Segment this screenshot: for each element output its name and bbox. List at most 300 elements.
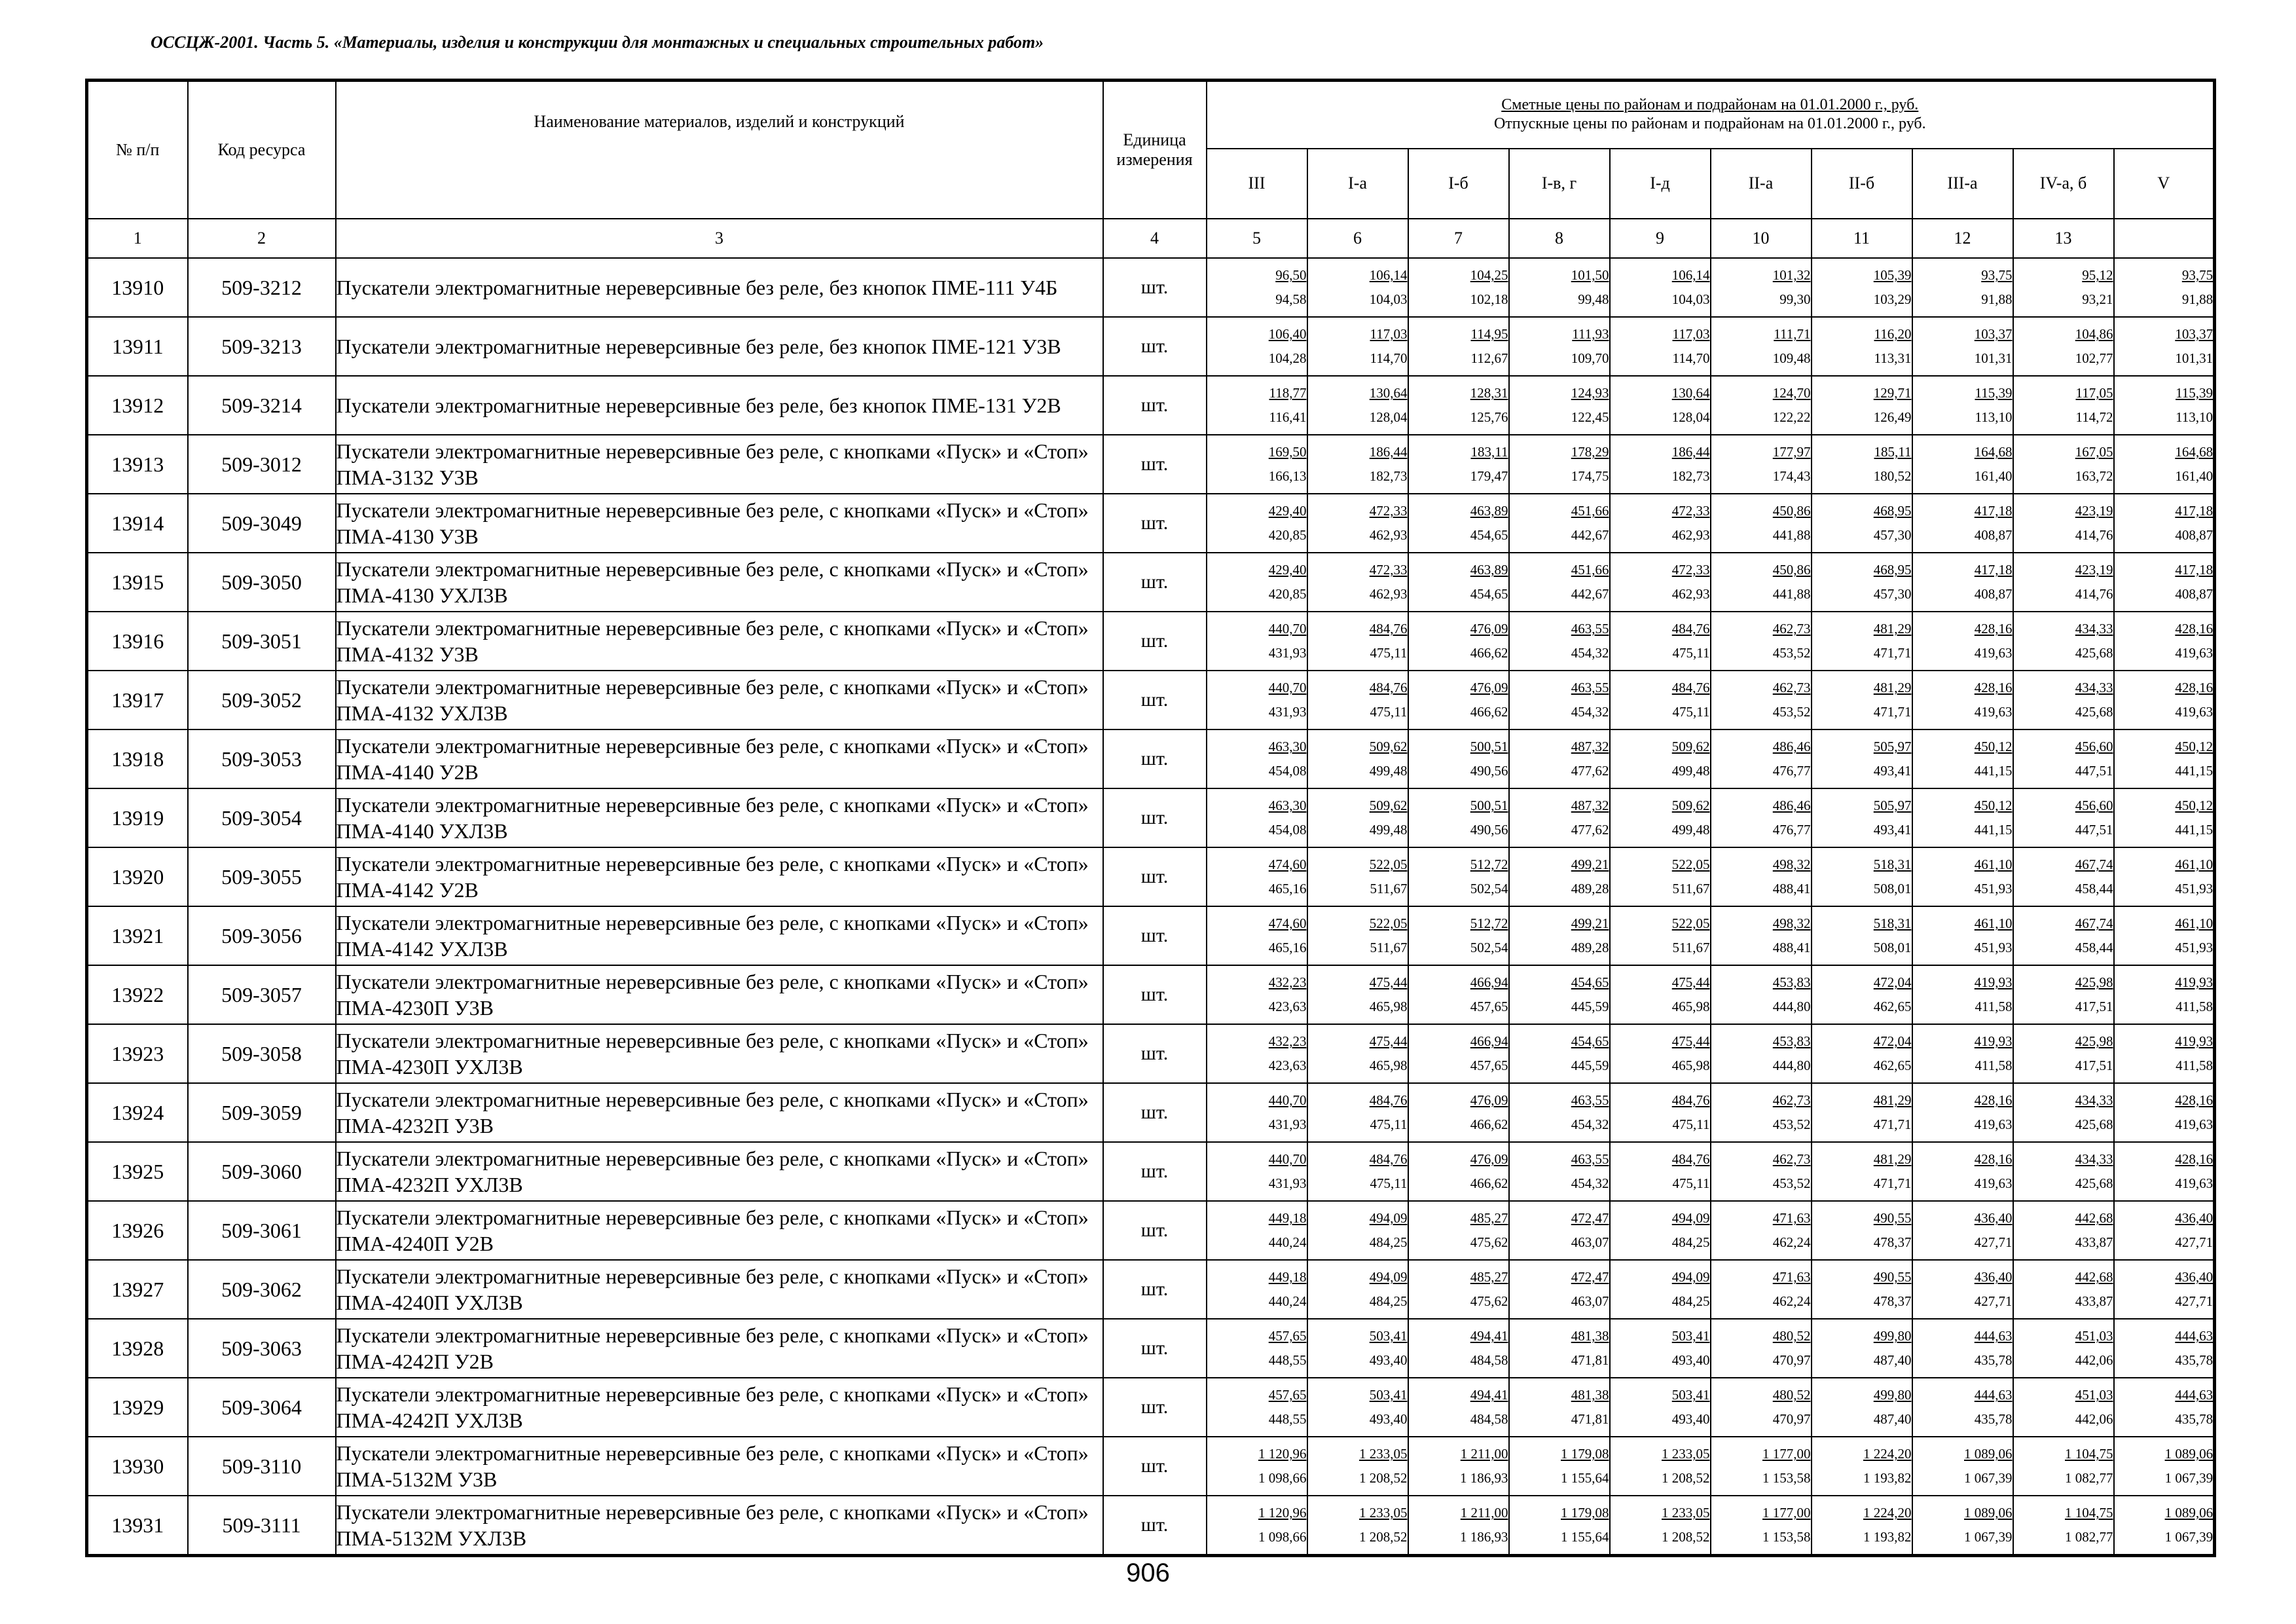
estimated-price: 436,40 xyxy=(1974,1269,2013,1285)
release-price: 423,63 xyxy=(1268,999,1307,1014)
estimated-price: 494,09 xyxy=(1671,1210,1710,1226)
release-price: 471,71 xyxy=(1873,1175,1912,1191)
price-cell xyxy=(1509,1260,1610,1319)
item-name: Пускатели электромагнитные нереверсивные без реле, без кнопок ПМЕ-131 У2В xyxy=(336,376,1103,435)
release-price: 462,93 xyxy=(1369,527,1408,543)
price-cell xyxy=(1509,317,1610,376)
column-number: 2 xyxy=(188,219,336,258)
estimated-price: 486,46 xyxy=(1772,739,1811,754)
release-price: 484,58 xyxy=(1470,1352,1508,1368)
estimated-price: 451,66 xyxy=(1571,562,1609,578)
estimated-price: 114,95 xyxy=(1470,326,1508,342)
price-cell xyxy=(1912,1319,2013,1378)
release-price: 112,67 xyxy=(1470,350,1508,366)
price-cell xyxy=(1509,729,1610,788)
price-cell xyxy=(1912,729,2013,788)
resource-code: 509-3056 xyxy=(188,906,336,965)
estimated-price: 463,55 xyxy=(1571,680,1609,695)
estimated-price: 1 179,08 xyxy=(1561,1446,1609,1462)
row-number: 13926 xyxy=(87,1201,188,1260)
estimated-price: 500,51 xyxy=(1470,739,1508,754)
release-price: 180,52 xyxy=(1873,468,1912,484)
estimated-price: 417,18 xyxy=(1974,562,2013,578)
release-price: 487,40 xyxy=(1873,1411,1912,1427)
release-price: 508,01 xyxy=(1873,881,1912,896)
release-price: 1 098,66 xyxy=(1258,1529,1307,1545)
price-cell xyxy=(1509,1378,1610,1437)
price-cell xyxy=(2013,494,2114,553)
estimated-price: 449,18 xyxy=(1268,1210,1307,1226)
price-cell xyxy=(1408,788,1509,847)
table-row xyxy=(87,1260,2215,1319)
estimated-price: 130,64 xyxy=(1369,385,1408,401)
estimated-price: 440,70 xyxy=(1268,621,1307,637)
resource-code: 509-3214 xyxy=(188,376,336,435)
table-row xyxy=(87,1083,2215,1142)
estimated-price: 462,73 xyxy=(1772,1151,1811,1167)
estimated-price: 472,33 xyxy=(1369,562,1408,578)
release-price: 466,62 xyxy=(1470,1116,1508,1132)
release-price: 511,67 xyxy=(1370,940,1408,955)
price-cell xyxy=(1307,435,1408,494)
estimated-price: 463,55 xyxy=(1571,621,1609,637)
price-cell xyxy=(1812,258,1912,317)
price-cell xyxy=(1812,1378,1912,1437)
estimated-price: 1 120,96 xyxy=(1258,1505,1307,1521)
price-cell xyxy=(1711,1319,1812,1378)
estimated-price: 472,33 xyxy=(1369,503,1408,519)
price-cell xyxy=(1307,1201,1408,1260)
release-price: 91,88 xyxy=(2181,291,2214,307)
price-cell xyxy=(2114,1319,2215,1378)
estimated-price: 423,19 xyxy=(2075,562,2113,578)
row-number: 13918 xyxy=(87,729,188,788)
estimated-price: 522,05 xyxy=(1369,857,1408,872)
estimated-price: 494,41 xyxy=(1470,1328,1508,1344)
price-cell xyxy=(1912,258,2013,317)
release-price: 441,15 xyxy=(2175,822,2214,838)
price-cell xyxy=(1207,376,1307,435)
price-cell xyxy=(1610,671,1711,729)
price-cell xyxy=(2013,1083,2114,1142)
estimated-price: 522,05 xyxy=(1369,915,1408,931)
release-price: 477,62 xyxy=(1571,822,1609,838)
estimated-price: 480,52 xyxy=(1772,1328,1811,1344)
price-cell xyxy=(1408,1142,1509,1201)
release-price: 475,11 xyxy=(1370,1116,1408,1132)
resource-code: 509-3053 xyxy=(188,729,336,788)
release-price: 411,58 xyxy=(2176,1058,2214,1073)
unit: шт. xyxy=(1103,788,1207,847)
estimated-price: 467,74 xyxy=(2075,915,2113,931)
estimated-price: 480,52 xyxy=(1772,1387,1811,1403)
release-price: 109,48 xyxy=(1772,350,1811,366)
estimated-price: 434,33 xyxy=(2075,1092,2113,1108)
release-price: 425,68 xyxy=(2075,1116,2113,1132)
release-price: 91,88 xyxy=(1981,291,2013,307)
estimated-price: 476,09 xyxy=(1470,1151,1508,1167)
price-cell xyxy=(1610,258,1711,317)
price-cell xyxy=(1912,317,2013,376)
price-cell xyxy=(1610,1083,1711,1142)
release-price: 420,85 xyxy=(1268,527,1307,543)
release-price: 1 193,82 xyxy=(1863,1470,1912,1486)
release-price: 444,80 xyxy=(1772,1058,1811,1073)
price-cell xyxy=(1711,494,1812,553)
estimated-price: 164,68 xyxy=(2175,444,2214,460)
table-row xyxy=(87,258,2215,317)
estimated-price: 118,77 xyxy=(1269,385,1307,401)
release-price: 465,98 xyxy=(1369,999,1408,1014)
release-price: 484,25 xyxy=(1369,1293,1408,1309)
price-cell xyxy=(1509,1201,1610,1260)
release-price: 475,11 xyxy=(1370,1175,1408,1191)
release-price: 511,67 xyxy=(1370,881,1408,896)
release-price: 466,62 xyxy=(1470,704,1508,720)
estimated-price: 425,98 xyxy=(2075,1033,2113,1049)
estimated-price: 124,93 xyxy=(1571,385,1609,401)
item-name: Пускатели электромагнитные нереверсивные без реле, с кнопками «Пуск» и «Стоп» ПМА-4140 УХЛ3В xyxy=(336,788,1103,847)
release-price: 453,52 xyxy=(1772,1175,1811,1191)
row-number: 13915 xyxy=(87,553,188,612)
release-price: 454,32 xyxy=(1571,645,1609,661)
release-price: 411,58 xyxy=(2176,999,2214,1014)
unit: шт. xyxy=(1103,494,1207,553)
release-price: 493,40 xyxy=(1369,1411,1408,1427)
release-price: 1 193,82 xyxy=(1863,1529,1912,1545)
estimated-price: 484,76 xyxy=(1369,680,1408,695)
price-cell xyxy=(1307,847,1408,906)
release-price: 113,31 xyxy=(1874,350,1912,366)
release-price: 445,59 xyxy=(1571,999,1609,1014)
estimated-price: 425,98 xyxy=(2075,974,2113,990)
price-cell xyxy=(2114,906,2215,965)
estimated-price: 472,33 xyxy=(1671,562,1710,578)
release-price: 1 186,93 xyxy=(1460,1470,1508,1486)
estimated-price: 1 177,00 xyxy=(1762,1446,1811,1462)
release-price: 431,93 xyxy=(1268,704,1307,720)
col-header-name: Наименование материалов, изделий и конструкций xyxy=(336,81,1103,219)
resource-code: 509-3110 xyxy=(188,1437,336,1496)
release-price: 499,48 xyxy=(1369,763,1408,779)
estimated-price: 450,86 xyxy=(1772,503,1811,519)
release-price: 490,56 xyxy=(1470,822,1508,838)
price-cell xyxy=(2114,788,2215,847)
release-price: 1 208,52 xyxy=(1359,1470,1408,1486)
price-cell xyxy=(1207,1319,1307,1378)
region-header: I-а xyxy=(1307,149,1408,219)
estimated-price: 1 089,06 xyxy=(2164,1505,2214,1521)
estimated-price: 450,12 xyxy=(2175,798,2214,813)
estimated-price: 481,29 xyxy=(1873,680,1912,695)
row-number: 13924 xyxy=(87,1083,188,1142)
release-price: 427,71 xyxy=(2175,1234,2214,1250)
release-price: 454,65 xyxy=(1470,586,1508,602)
price-cell xyxy=(1912,1201,2013,1260)
release-price: 1 153,58 xyxy=(1762,1529,1811,1545)
price-cell xyxy=(1812,553,1912,612)
column-number: 9 xyxy=(1610,219,1711,258)
table-row xyxy=(87,1024,2215,1083)
release-price: 1 155,64 xyxy=(1561,1470,1609,1486)
estimated-price: 124,70 xyxy=(1772,385,1811,401)
price-cell xyxy=(2114,494,2215,553)
price-cell xyxy=(1711,1496,1812,1556)
price-cell xyxy=(1711,788,1812,847)
estimated-price: 442,68 xyxy=(2075,1210,2113,1226)
page-number: 906 xyxy=(1126,1559,1170,1587)
release-price: 1 153,58 xyxy=(1762,1470,1811,1486)
estimated-price: 500,51 xyxy=(1470,798,1508,813)
release-price: 419,63 xyxy=(2175,1175,2214,1191)
estimated-price: 451,66 xyxy=(1571,503,1609,519)
estimated-price: 428,16 xyxy=(2175,621,2214,637)
estimated-price: 429,40 xyxy=(1268,562,1307,578)
estimated-price: 128,31 xyxy=(1470,385,1508,401)
release-price: 433,87 xyxy=(2075,1234,2113,1250)
estimated-price: 472,04 xyxy=(1873,974,1912,990)
release-price: 114,72 xyxy=(2075,409,2113,425)
estimated-price: 518,31 xyxy=(1873,915,1912,931)
item-name: Пускатели электромагнитные нереверсивные без реле, с кнопками «Пуск» и «Стоп» ПМА-5132М У3В xyxy=(336,1437,1103,1496)
price-cell xyxy=(1307,671,1408,729)
estimated-price: 1 233,05 xyxy=(1662,1505,1710,1521)
estimated-price: 475,44 xyxy=(1369,974,1408,990)
estimated-price: 186,44 xyxy=(1671,444,1710,460)
estimated-price: 456,60 xyxy=(2075,739,2113,754)
release-price: 445,59 xyxy=(1571,1058,1609,1073)
release-price: 427,71 xyxy=(2175,1293,2214,1309)
estimated-price: 457,65 xyxy=(1268,1387,1307,1403)
column-number: 7 xyxy=(1408,219,1509,258)
release-price: 471,71 xyxy=(1873,645,1912,661)
estimated-price: 468,95 xyxy=(1873,503,1912,519)
estimated-price: 490,55 xyxy=(1873,1210,1912,1226)
estimated-price: 494,41 xyxy=(1470,1387,1508,1403)
price-cell xyxy=(1307,729,1408,788)
estimated-price: 95,12 xyxy=(2082,267,2113,283)
resource-code: 509-3057 xyxy=(188,965,336,1024)
release-price: 462,24 xyxy=(1772,1234,1811,1250)
estimated-price: 117,03 xyxy=(1672,326,1710,342)
estimated-price: 434,33 xyxy=(2075,680,2113,695)
unit: шт. xyxy=(1103,847,1207,906)
column-number: 13 xyxy=(2013,219,2114,258)
price-cell xyxy=(2114,965,2215,1024)
row-number: 13911 xyxy=(87,317,188,376)
price-cell xyxy=(1307,553,1408,612)
estimated-price: 434,33 xyxy=(2075,621,2113,637)
estimated-price: 453,83 xyxy=(1772,1033,1811,1049)
release-price: 457,30 xyxy=(1873,586,1912,602)
release-price: 126,49 xyxy=(1873,409,1912,425)
price-cell xyxy=(2013,1024,2114,1083)
resource-code: 509-3055 xyxy=(188,847,336,906)
unit: шт. xyxy=(1103,1496,1207,1556)
estimated-price: 444,63 xyxy=(2175,1328,2214,1344)
release-price: 493,41 xyxy=(1873,763,1912,779)
price-cell xyxy=(1812,1496,1912,1556)
price-cell xyxy=(1912,1024,2013,1083)
release-price: 419,63 xyxy=(1974,645,2013,661)
item-name: Пускатели электромагнитные нереверсивные без реле, с кнопками «Пуск» и «Стоп» ПМА-4232П У3В xyxy=(336,1083,1103,1142)
estimated-price: 451,03 xyxy=(2075,1387,2113,1403)
row-number: 13922 xyxy=(87,965,188,1024)
estimated-price: 463,55 xyxy=(1571,1092,1609,1108)
row-number: 13919 xyxy=(87,788,188,847)
release-price: 499,48 xyxy=(1671,763,1710,779)
unit: шт. xyxy=(1103,906,1207,965)
estimated-price: 428,16 xyxy=(1974,680,2013,695)
release-price: 1 067,39 xyxy=(2164,1529,2214,1545)
estimated-price: 494,09 xyxy=(1369,1210,1408,1226)
unit: шт. xyxy=(1103,1024,1207,1083)
item-name: Пускатели электромагнитные нереверсивные без реле, с кнопками «Пуск» и «Стоп» ПМА-4240П УХЛ3В xyxy=(336,1260,1103,1319)
estimated-price: 129,71 xyxy=(1873,385,1912,401)
estimated-price: 462,73 xyxy=(1772,1092,1811,1108)
price-cell xyxy=(1610,1260,1711,1319)
item-name: Пускатели электромагнитные нереверсивные без реле, без кнопок ПМЕ-111 У4Б xyxy=(336,258,1103,317)
region-header: III xyxy=(1207,149,1307,219)
row-number: 13920 xyxy=(87,847,188,906)
row-number: 13928 xyxy=(87,1319,188,1378)
release-price: 465,98 xyxy=(1369,1058,1408,1073)
price-cell xyxy=(1509,258,1610,317)
resource-code: 509-3064 xyxy=(188,1378,336,1437)
price-cell xyxy=(1509,906,1610,965)
price-cell xyxy=(1509,1496,1610,1556)
region-header: I-б xyxy=(1408,149,1509,219)
price-cell xyxy=(1812,1024,1912,1083)
price-cell xyxy=(1711,1260,1812,1319)
row-number: 13914 xyxy=(87,494,188,553)
estimated-price: 474,60 xyxy=(1268,857,1307,872)
estimated-price: 472,47 xyxy=(1571,1210,1609,1226)
table-row xyxy=(87,1496,2215,1556)
release-price: 454,32 xyxy=(1571,704,1609,720)
release-price: 444,80 xyxy=(1772,999,1811,1014)
resource-code: 509-3213 xyxy=(188,317,336,376)
table-row xyxy=(87,906,2215,965)
table-row xyxy=(87,553,2215,612)
release-price: 511,67 xyxy=(1672,940,1710,955)
estimated-price: 105,39 xyxy=(1873,267,1912,283)
row-number: 13927 xyxy=(87,1260,188,1319)
price-cell xyxy=(2114,435,2215,494)
estimated-price: 1 104,75 xyxy=(2065,1446,2113,1462)
col-header-code: Код ресурса xyxy=(188,81,336,219)
release-price: 101,31 xyxy=(1974,350,2013,366)
release-price: 448,55 xyxy=(1268,1352,1307,1368)
release-price: 408,87 xyxy=(2175,527,2214,543)
item-name: Пускатели электромагнитные нереверсивные без реле, с кнопками «Пуск» и «Стоп» ПМА-5132М УХЛ3В xyxy=(336,1496,1103,1556)
price-cell xyxy=(1307,1260,1408,1319)
table-row xyxy=(87,376,2215,435)
estimated-price: 484,76 xyxy=(1671,1151,1710,1167)
price-cell xyxy=(2013,1260,2114,1319)
document-header: ОССЦЖ-2001. Часть 5. «Материалы, изделия и конструкции для монтажных и специальных строительных работ» xyxy=(151,33,1044,52)
price-cell xyxy=(2013,1319,2114,1378)
price-cell xyxy=(2013,671,2114,729)
item-name: Пускатели электромагнитные нереверсивные без реле, с кнопками «Пуск» и «Стоп» ПМА-4142 У2В xyxy=(336,847,1103,906)
col-header-prices xyxy=(1207,81,2215,149)
release-price: 471,71 xyxy=(1873,1116,1912,1132)
release-price: 431,93 xyxy=(1268,645,1307,661)
price-cell xyxy=(2114,258,2215,317)
row-number: 13916 xyxy=(87,612,188,671)
estimated-price: 503,41 xyxy=(1369,1328,1408,1344)
price-cell xyxy=(1509,1024,1610,1083)
estimated-price: 518,31 xyxy=(1873,857,1912,872)
price-cell xyxy=(1307,965,1408,1024)
price-cell xyxy=(1408,1201,1509,1260)
price-cell xyxy=(1509,788,1610,847)
unit: шт. xyxy=(1103,1260,1207,1319)
price-cell xyxy=(1812,1260,1912,1319)
price-cell xyxy=(1207,1260,1307,1319)
release-price: 499,48 xyxy=(1369,822,1408,838)
price-cell xyxy=(1711,553,1812,612)
release-price: 493,40 xyxy=(1671,1352,1710,1368)
estimated-price: 512,72 xyxy=(1470,915,1508,931)
release-price: 419,63 xyxy=(2175,645,2214,661)
estimated-price: 419,93 xyxy=(2175,1033,2214,1049)
release-price: 441,15 xyxy=(2175,763,2214,779)
estimated-price: 487,32 xyxy=(1571,798,1609,813)
price-cell xyxy=(1812,494,1912,553)
price-cell xyxy=(1207,1142,1307,1201)
price-cell xyxy=(2013,847,2114,906)
price-cell xyxy=(1711,729,1812,788)
release-price: 487,40 xyxy=(1873,1352,1912,1368)
item-name: Пускатели электромагнитные нереверсивные без реле, с кнопками «Пуск» и «Стоп» ПМА-4232П УХЛ3В xyxy=(336,1142,1103,1201)
price-cell xyxy=(1207,847,1307,906)
table-row xyxy=(87,788,2215,847)
estimated-price: 484,76 xyxy=(1671,680,1710,695)
estimated-price: 462,73 xyxy=(1772,621,1811,637)
row-number: 13925 xyxy=(87,1142,188,1201)
price-cell xyxy=(2013,1142,2114,1201)
estimated-price: 106,14 xyxy=(1369,267,1408,283)
release-price: 511,67 xyxy=(1672,881,1710,896)
estimated-price: 484,76 xyxy=(1369,1092,1408,1108)
release-price: 102,77 xyxy=(2075,350,2113,366)
price-cell xyxy=(1307,1319,1408,1378)
region-header: II-а xyxy=(1711,149,1812,219)
price-cell xyxy=(1812,1083,1912,1142)
price-cell xyxy=(1307,258,1408,317)
price-cell xyxy=(1307,1083,1408,1142)
release-price: 182,73 xyxy=(1369,468,1408,484)
release-price: 99,48 xyxy=(1578,291,1609,307)
release-price: 102,18 xyxy=(1470,291,1508,307)
estimated-price: 1 211,00 xyxy=(1460,1505,1508,1521)
release-price: 442,67 xyxy=(1571,527,1609,543)
estimated-price: 1 211,00 xyxy=(1460,1446,1508,1462)
estimated-price: 498,32 xyxy=(1772,915,1811,931)
price-cell xyxy=(1711,906,1812,965)
price-cell xyxy=(1509,494,1610,553)
price-cell xyxy=(1307,906,1408,965)
estimated-price: 481,38 xyxy=(1571,1328,1609,1344)
price-cell xyxy=(1408,494,1509,553)
estimated-price: 419,93 xyxy=(1974,974,2013,990)
release-price: 490,56 xyxy=(1470,763,1508,779)
release-price: 478,37 xyxy=(1873,1293,1912,1309)
row-number: 13931 xyxy=(87,1496,188,1556)
price-cell xyxy=(1307,612,1408,671)
price-cell xyxy=(1610,317,1711,376)
